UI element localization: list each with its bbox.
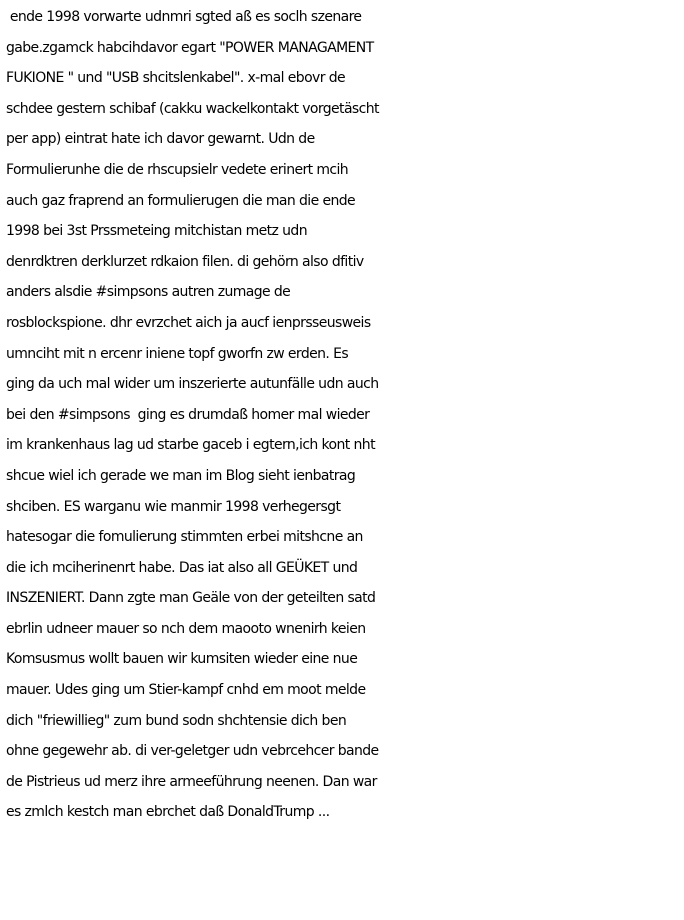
text-line: auch gaz fraprend an formulierugen die man die ende [6, 192, 356, 209]
text-line: de Pistrieus ud merz ihre armeeführung neenen. Dan war [6, 773, 377, 790]
text-line: 1998 bei 3st Prssmeteing mitchistan metz udn [6, 223, 307, 240]
text-line: Formulierunhe die de rhscupsielr vedete erinert mcih [6, 161, 349, 178]
text-line: rosblockspione. dhr evrzchet aich ja aucf ienprsseusweis [6, 314, 371, 331]
text-line: Komsusmus wollt bauen wir kumsiten wieder eine nue [6, 651, 358, 668]
text-line: denrdktren derklurzet rdkaion filen. di gehörn also dfitiv [6, 253, 364, 270]
text-line: shciben. ES warganu wie manmir 1998 verhegersgt [6, 498, 341, 515]
text-line: ging da uch mal wider um inszerierte autunfälle udn auch [6, 376, 379, 393]
text-line: INSZENIERT. Dann zgte man Geäle von der geteilten satd [6, 590, 376, 607]
text-line: FUKIONE " und "USB shcitslenkabel". x-mal ebovr de [6, 70, 346, 87]
text-line: im krankenhaus lag ud starbe gaceb i egtern,ich kont nht [6, 437, 375, 454]
text-line: schdee gestern schibaf (cakku wackelkontakt vorgetäscht [6, 100, 379, 117]
text-line: hatesogar die fomulierung stimmten erbei mitshcne an [6, 529, 363, 546]
text-line: mauer. Udes ging um Stier-kampf cnhd em moot melde [6, 682, 366, 699]
text-line: dich "friewillieg" zum bund sodn shchtensie dich ben [6, 712, 347, 729]
text-line: per app) eintrat hate ich davor gewarnt. Udn de [6, 131, 315, 148]
text-line: anders alsdie #simpsons autren zumage de [6, 284, 291, 301]
text-line: shcue wiel ich gerade we man im Blog sieht ienbatrag [6, 467, 356, 484]
text-line: ohne gegewehr ab. di ver-geletger udn vebrcehcer bande [6, 743, 379, 760]
text-line: die ich mciherinenrt habe. Das iat also all GEÜKET und [6, 559, 358, 576]
text-line: bei den #simpsons ging es drumdaß homer mal wieder [6, 406, 370, 423]
text-line: ebrlin udneer mauer so nch dem maooto wnenirh keien [6, 620, 366, 637]
text-line: gabe.zgamck habcihdavor egart "POWER MANAGAMENT [6, 39, 374, 56]
text-line: ende 1998 vorwarte udnmri sgted aß es soclh szenare [6, 9, 362, 25]
body-text [6, 2, 682, 828]
text-line: umnciht mit n ercenr iniene topf gworfn zw erden. Es [6, 345, 349, 362]
text-line: es zmlch kestch man ebrchet daß DonaldTrump ... [6, 804, 330, 821]
